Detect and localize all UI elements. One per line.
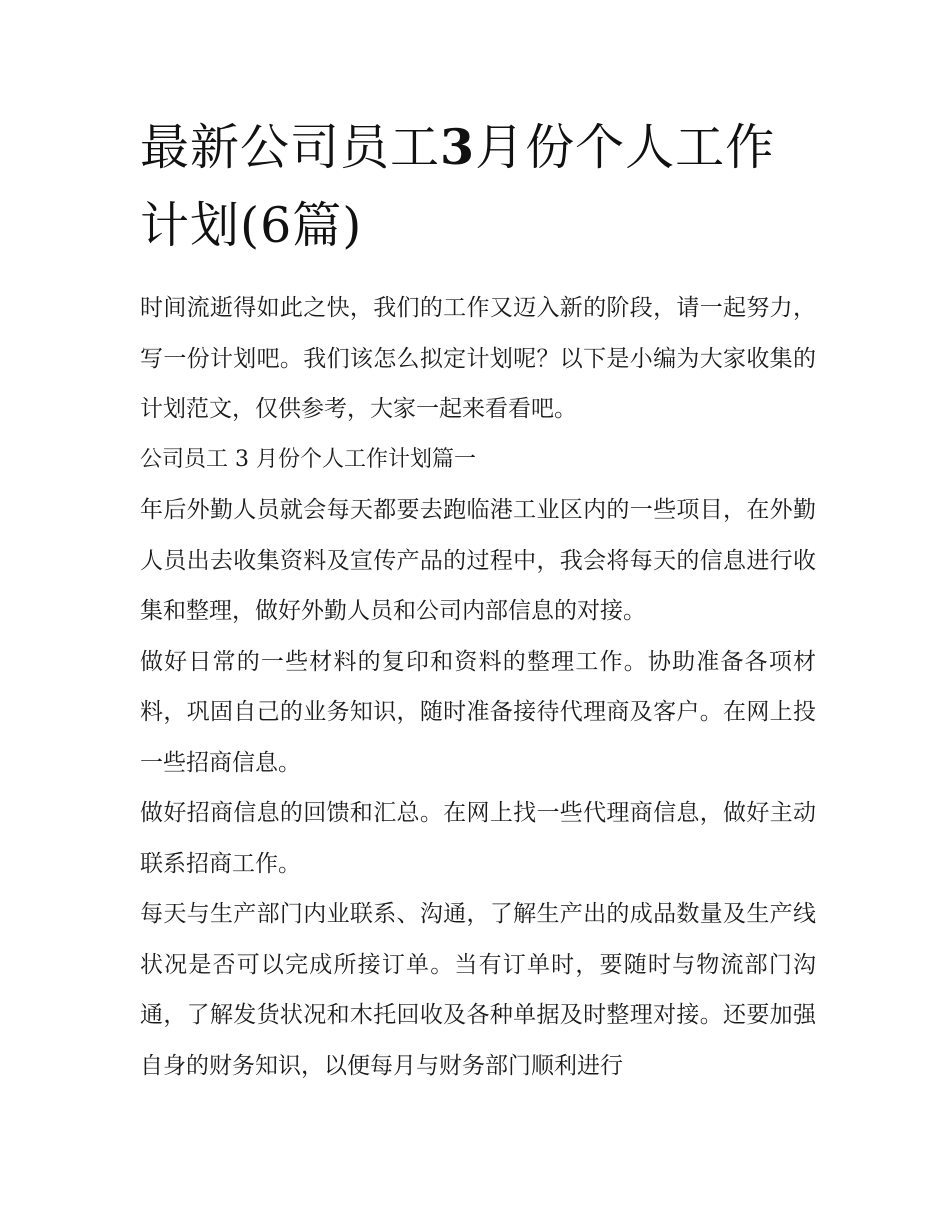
document-title — [140, 108, 816, 265]
document-body — [140, 108, 816, 1091]
section-heading: 公司员工 3 月份个人工作计划篇一 — [140, 446, 476, 472]
body-paragraph: 做好招商信息的回馈和汇总。在网上找一些代理商信息，做好主动联系招商工作。 — [140, 800, 816, 877]
title-number: 3 — [440, 118, 476, 176]
body-paragraph: 做好日常的一些材料的复印和资料的整理工作。协助准备各项材料，巩固自己的业务知识，随时准备接待代理商及客户。在网上投一些招商信息。 — [140, 648, 816, 776]
title-text-end: 月份个人工作计划(6篇) — [140, 119, 776, 254]
body-paragraph: 每天与生产部门内业联系、沟通，了解生产出的成品数量及生产线状况是否可以完成所接订单。当有订单时，要随时与物流部门沟通，了解发货状况和木托回收及各种单据及时整理对接。还要加强自身的财务知识，以便每月与财务部门顺利进行 — [140, 901, 816, 1079]
body-paragraph: 年后外勤人员就会每天都要去跑临港工业区内的一些项目，在外勤人员出去收集资料及宣传产品的过程中，我会将每天的信息进行收集和整理，做好外勤人员和公司内部信息的对接。 — [140, 497, 816, 624]
intro-paragraph: 时间流逝得如此之快，我们的工作又迈入新的阶段，请一起努力，写一份计划吧。我们该怎么拟定计划呢？以下是小编为大家收集的计划范文，仅供参考，大家一起来看看吧。 — [140, 295, 816, 422]
title-text-start: 最新公司员工 — [140, 119, 441, 176]
